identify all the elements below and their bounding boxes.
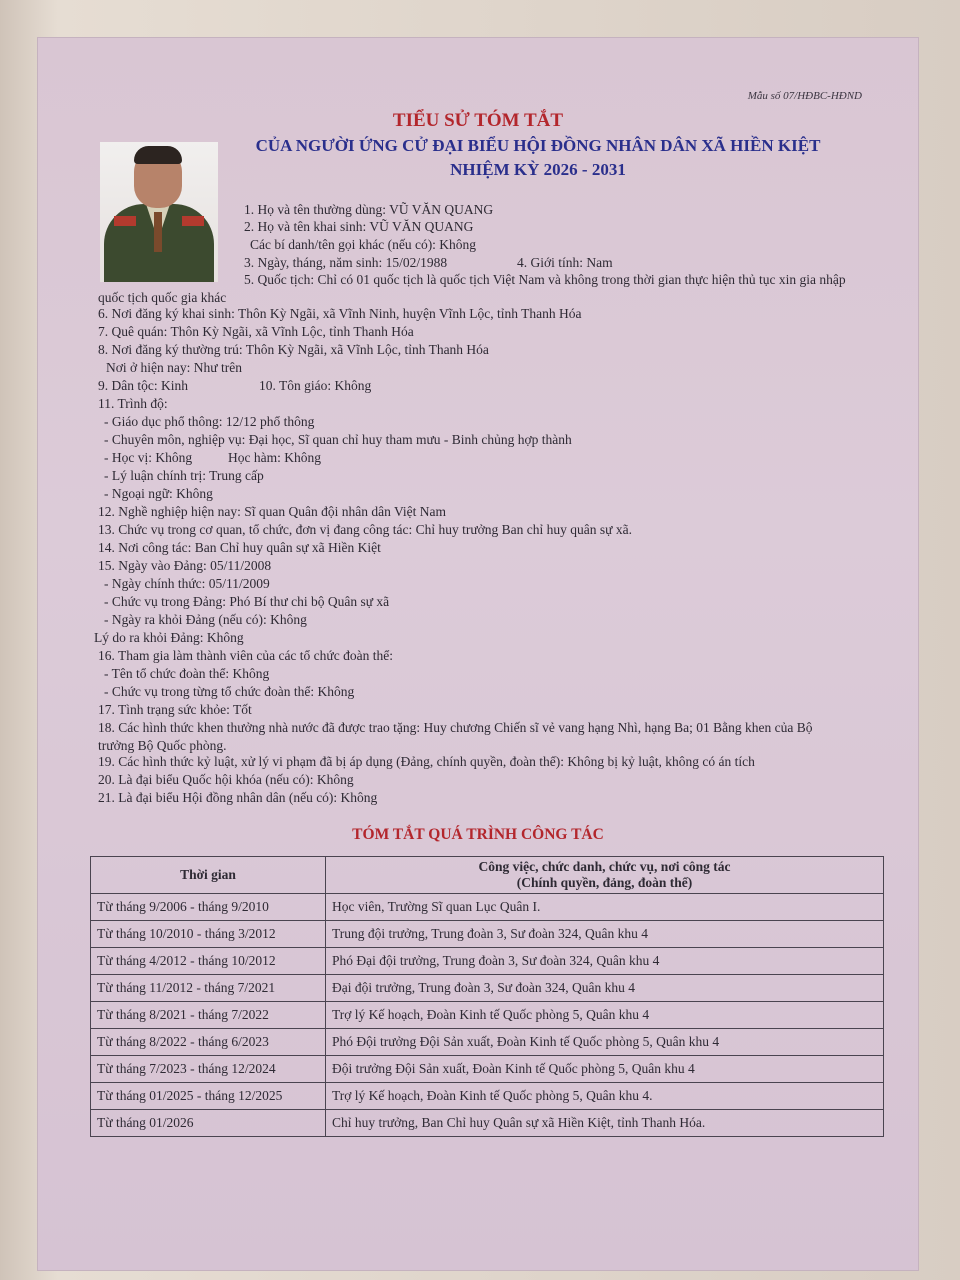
- field-birth-name: 2. Họ và tên khai sinh: VŨ VĂN QUANG: [244, 219, 474, 234]
- row-time: Từ tháng 01/2026: [91, 1110, 326, 1137]
- row-job: Phó Đại đội trưởng, Trung đoàn 3, Sư đoàn 324, Quân khu 4: [326, 948, 884, 975]
- row-job: Trợ lý Kế hoạch, Đoàn Kinh tế Quốc phòng 5, Quân khu 4: [326, 1002, 884, 1029]
- field-discipline: 19. Các hình thức kỷ luật, xử lý vi phạm đã bị áp dụng (Đảng, chính quyền, đoàn thể): Không bị kỷ luật, không có án tích: [98, 754, 755, 769]
- field-nationality-cont: quốc tịch quốc gia khác: [98, 290, 227, 305]
- document-subtitle: CỦA NGƯỜI ỨNG CỬ ĐẠI BIỂU HỘI ĐỒNG NHÂN DÂN XÃ HIỀN KIỆT: [255, 136, 821, 155]
- field-academic-title: Học hàm: Không: [228, 450, 321, 465]
- field-aliases: Các bí danh/tên gọi khác (nếu có): Không: [250, 237, 477, 252]
- portrait-photo-icon: [100, 142, 218, 282]
- term-subtitle: NHIỆM KỲ 2026 - 2031: [450, 160, 626, 179]
- row-time: Từ tháng 7/2023 - tháng 12/2024: [91, 1056, 326, 1083]
- field-gender: 4. Giới tính: Nam: [517, 255, 613, 270]
- table-row: [91, 1110, 884, 1137]
- field-education-heading: 11. Trình độ:: [98, 396, 168, 411]
- field-party-official: - Ngày chính thức: 05/11/2009: [104, 576, 270, 591]
- field-degree: - Học vị: Không: [104, 450, 193, 465]
- field-religion: 10. Tôn giáo: Không: [259, 378, 372, 393]
- field-current-address: Nơi ở hiện nay: Như trên: [106, 360, 242, 375]
- document-sheet: [38, 38, 918, 1270]
- table-row: [91, 1029, 884, 1056]
- field-organizations: 16. Tham gia làm thành viên của các tổ chức đoàn thể:: [98, 648, 393, 663]
- document-title: TIỂU SỬ TÓM TẮT: [392, 110, 564, 131]
- row-time: Từ tháng 8/2021 - tháng 7/2022: [91, 1002, 326, 1029]
- field-party-position: - Chức vụ trong Đảng: Phó Bí thư chi bộ Quân sự xã: [104, 594, 390, 609]
- table-row: [91, 1083, 884, 1110]
- field-birth-registration: 6. Nơi đăng ký khai sinh: Thôn Kỳ Ngãi, xã Vĩnh Ninh, huyện Vĩnh Lộc, tỉnh Thanh Hóa: [98, 306, 582, 321]
- table-row: [91, 1056, 884, 1083]
- field-birth-date: 3. Ngày, tháng, năm sinh: 15/02/1988: [244, 255, 448, 270]
- form-number: Mẫu số 07/HĐBC-HĐND: [747, 90, 862, 102]
- field-hometown: 7. Quê quán: Thôn Kỳ Ngãi, xã Vĩnh Lộc, tỉnh Thanh Hóa: [98, 324, 414, 339]
- field-party-exit-reason: Lý do ra khỏi Đảng: Không: [94, 630, 244, 645]
- row-job: Đội trưởng Đội Sản xuất, Đoàn Kinh tế Quốc phòng 5, Quân khu 4: [326, 1056, 884, 1083]
- field-residence: 8. Nơi đăng ký thường trú: Thôn Kỳ Ngãi, xã Vĩnh Lộc, tỉnh Thanh Hóa: [98, 342, 489, 357]
- career-section-title: TÓM TẮT QUÁ TRÌNH CÔNG TÁC: [352, 826, 604, 843]
- field-occupation: 12. Nghề nghiệp hiện nay: Sĩ quan Quân đội nhân dân Việt Nam: [98, 504, 447, 519]
- table-row: [91, 921, 884, 948]
- row-job: Học viên, Trường Sĩ quan Lục Quân I.: [326, 894, 884, 921]
- row-time: Từ tháng 8/2022 - tháng 6/2023: [91, 1029, 326, 1056]
- career-table: [90, 856, 884, 1137]
- header-job-line1: Công việc, chức danh, chức vụ, nơi công tác: [478, 859, 731, 874]
- row-job: Chỉ huy trưởng, Ban Chỉ huy Quân sự xã Hiền Kiệt, tỉnh Thanh Hóa.: [326, 1110, 884, 1137]
- table-header-row: [91, 857, 884, 894]
- header-job: [326, 857, 884, 894]
- field-common-name: 1. Họ và tên thường dùng: VŨ VĂN QUANG: [244, 202, 494, 217]
- header-time: Thời gian: [91, 857, 326, 894]
- field-workplace: 14. Nơi công tác: Ban Chỉ huy quân sự xã Hiền Kiệt: [98, 540, 381, 555]
- field-party-exit-date: - Ngày ra khỏi Đảng (nếu có): Không: [104, 612, 307, 627]
- table-row: [91, 948, 884, 975]
- row-job: Phó Đội trưởng Đội Sản xuất, Đoàn Kinh tế Quốc phòng 5, Quân khu 4: [326, 1029, 884, 1056]
- field-health: 17. Tình trạng sức khỏe: Tốt: [98, 702, 252, 717]
- field-people-council: 21. Là đại biểu Hội đồng nhân dân (nếu có): Không: [98, 790, 378, 805]
- row-time: Từ tháng 4/2012 - tháng 10/2012: [91, 948, 326, 975]
- row-time: Từ tháng 11/2012 - tháng 7/2021: [91, 975, 326, 1002]
- row-job: Đại đội trưởng, Trung đoàn 3, Sư đoàn 324, Quân khu 4: [326, 975, 884, 1002]
- row-job: Trung đội trưởng, Trung đoàn 3, Sư đoàn 324, Quân khu 4: [326, 921, 884, 948]
- field-awards-cont: trưởng Bộ Quốc phòng.: [98, 738, 227, 753]
- field-position: 13. Chức vụ trong cơ quan, tổ chức, đơn vị đang công tác: Chỉ huy trưởng Ban chỉ huy quân sự xã.: [98, 522, 632, 537]
- field-foreign-language: - Ngoại ngữ: Không: [104, 486, 213, 501]
- field-ethnicity: 9. Dân tộc: Kinh: [98, 378, 188, 393]
- row-time: Từ tháng 01/2025 - tháng 12/2025: [91, 1083, 326, 1110]
- field-organization-position: - Chức vụ trong từng tổ chức đoàn thể: Không: [104, 684, 355, 699]
- field-party-entry: 15. Ngày vào Đảng: 05/11/2008: [98, 558, 272, 573]
- table-row: [91, 894, 884, 921]
- field-awards: 18. Các hình thức khen thưởng nhà nước đã được trao tặng: Huy chương Chiến sĩ vẻ vang hạng Nhì, hạng Ba; 01 Bằng khen của Bộ: [98, 720, 813, 735]
- header-job-line2: (Chính quyền, đảng, đoàn thể): [516, 875, 693, 890]
- row-time: Từ tháng 10/2010 - tháng 3/2012: [91, 921, 326, 948]
- field-political-theory: - Lý luận chính trị: Trung cấp: [104, 468, 264, 483]
- row-time: Từ tháng 9/2006 - tháng 9/2010: [91, 894, 326, 921]
- field-nationality: 5. Quốc tịch: Chỉ có 01 quốc tịch là quốc tịch Việt Nam và không trong thời gian thực hiện thủ tục xin gia nhập: [244, 272, 846, 287]
- table-row: [91, 1002, 884, 1029]
- field-specialty: - Chuyên môn, nghiệp vụ: Đại học, Sĩ quan chỉ huy tham mưu - Binh chủng hợp thành: [104, 432, 572, 447]
- field-organization-name: - Tên tổ chức đoàn thể: Không: [104, 666, 270, 681]
- table-row: [91, 975, 884, 1002]
- field-general-education: - Giáo dục phổ thông: 12/12 phổ thông: [104, 414, 315, 429]
- field-national-assembly: 20. Là đại biểu Quốc hội khóa (nếu có): Không: [98, 772, 354, 787]
- row-job: Trợ lý Kế hoạch, Đoàn Kinh tế Quốc phòng 5, Quân khu 4.: [326, 1083, 884, 1110]
